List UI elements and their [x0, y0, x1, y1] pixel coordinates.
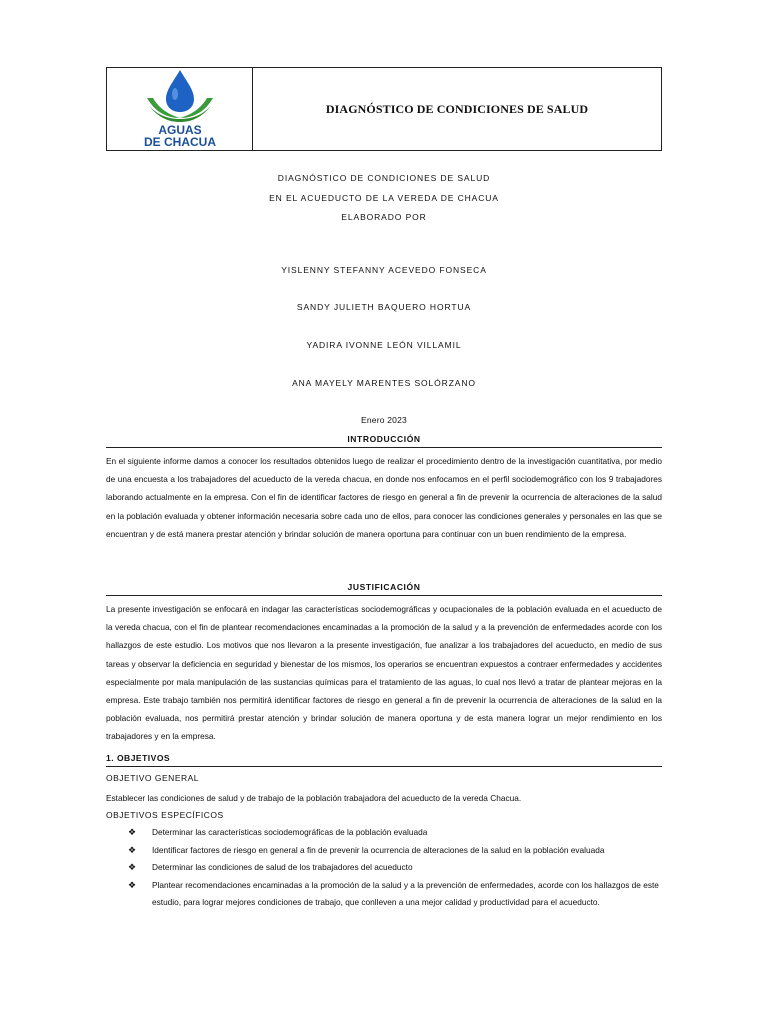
list-item-text: Determinar las características sociodemográficas de la población evaluada [152, 827, 428, 837]
diamond-bullet-icon: ❖ [128, 827, 137, 837]
list-item [128, 842, 662, 860]
logo-text-line1: AGUAS [158, 123, 202, 137]
author-name: YADIRA IVONNE LEÓN VILLAMIL [306, 340, 462, 350]
section-divider [106, 595, 662, 596]
section-title-justificacion: JUSTIFICACIÓN [347, 582, 421, 592]
list-item [128, 824, 662, 842]
diamond-bullet-icon: ❖ [128, 879, 137, 890]
cover-line-2: EN EL ACUEDUCTO DE LA VEREDA DE CHACUA [269, 193, 499, 203]
author-name: SANDY JULIETH BAQUERO HORTUA [296, 302, 472, 312]
header-table [106, 67, 662, 151]
list-item-text: Identificar factores de riesgo en general a fin de prevenir la ocurrencia de alteraciones de la salud en la población evaluada [152, 844, 605, 855]
section-title-introduccion: INTRODUCCIÓN [347, 434, 421, 444]
author-name: ANA MAYELY MARENTES SOLÓRZANO [292, 378, 476, 388]
objetivos-especificos-list [128, 824, 662, 912]
section-divider [106, 447, 662, 448]
diamond-bullet-icon: ❖ [128, 862, 137, 872]
author-name: YISLENNY STEFANNY ACEVEDO FONSECA [281, 265, 487, 275]
section-title-objetivos: 1. OBJETIVOS [106, 753, 171, 763]
objetivo-general-heading: OBJETIVO GENERAL [106, 773, 200, 783]
logo-cell [107, 68, 253, 150]
cover-date: Enero 2023 [361, 415, 407, 425]
list-item [128, 877, 662, 912]
water-drop-hands-icon [137, 68, 223, 128]
cover-line-1: DIAGNÓSTICO DE CONDICIONES DE SALUD [277, 173, 491, 183]
objetivo-general-text: Establecer las condiciones de salud y de trabajo de la población trabajadora del acueducto de la vereda Chacua. [106, 793, 522, 803]
cover-line-3: ELABORADO POR [341, 212, 427, 222]
header-title: DIAGNÓSTICO DE CONDICIONES DE SALUD [325, 101, 589, 116]
list-item-text: Determinar las condiciones de salud de los trabajadores del acueducto [152, 862, 413, 872]
list-item [128, 859, 662, 877]
section-divider [106, 766, 662, 767]
logo-text-line2: DE CHACUA [144, 135, 216, 149]
header-title-cell [253, 68, 661, 150]
objetivos-especificos-heading: OBJETIVOS ESPECÍFICOS [106, 810, 224, 820]
justificacion-paragraph: La presente investigación se enfocará en indagar las características sociodemográficas y ocupacionales de la población evaluada en el acueducto de la vereda chacua, con el fin de plantear recomendaciones encaminadas a la promoción de la salud y a la prevención de enfermedades acorde con los hallazgos de este estudio. Los motivos que nos llevaron a la presente investigación, fue analizar a los trabajadores del acueducto, en medio de sus tareas y observar la deficiencia en seguridad y bienestar de los mismos, los operarios se encuentran expuestos a contraer enfermedades y accidentes especialmente por mala manipulación de las sustancias químicas para el tratamiento de las aguas, lo cual nos llevó a tratar de plantear mejoras en la empresa. Este trabajo también nos permitirá identificar factores de riesgo en general a fin de prevenir la ocurrencia de alteraciones de la salud en la población evaluada, nos permitirá prestar atención y brindar solución de manera oportuna y de esta manera lograr un mejor rendimiento en los trabajadores y en la empresa. [106, 604, 662, 742]
diamond-bullet-icon: ❖ [128, 844, 137, 855]
list-item-text: Plantear recomendaciones encaminadas a la promoción de la salud y a la prevención de enfermedades, acorde con los hallazgos de este estudio, para lograr mejores condiciones de trabajo, que conlleven a una mejor calidad y productividad para el acueducto. [152, 879, 659, 907]
company-logo [137, 68, 223, 152]
introduccion-paragraph: En el siguiente informe damos a conocer los resultados obtenidos luego de realizar el procedimiento dentro de la investigación cuantitativa, por medio de una encuesta a los trabajadores del acueducto de la vereda chacua, en donde nos enfocamos en el perfil sociodemográfico con los 9 trabajadores laborando actualmente en la empresa. Con el fin de identificar factores de riesgo en general a fin de prevenir la ocurrencia de alteraciones de la salud en la población evaluada y obtener información necesaria sobre cada uno de ellos, para conocer las condiciones generales y personales en las que se encuentran y de está manera prestar atención y brindar solución de manera oportuna para continuar con un buen rendimiento de la empresa. [106, 456, 662, 539]
